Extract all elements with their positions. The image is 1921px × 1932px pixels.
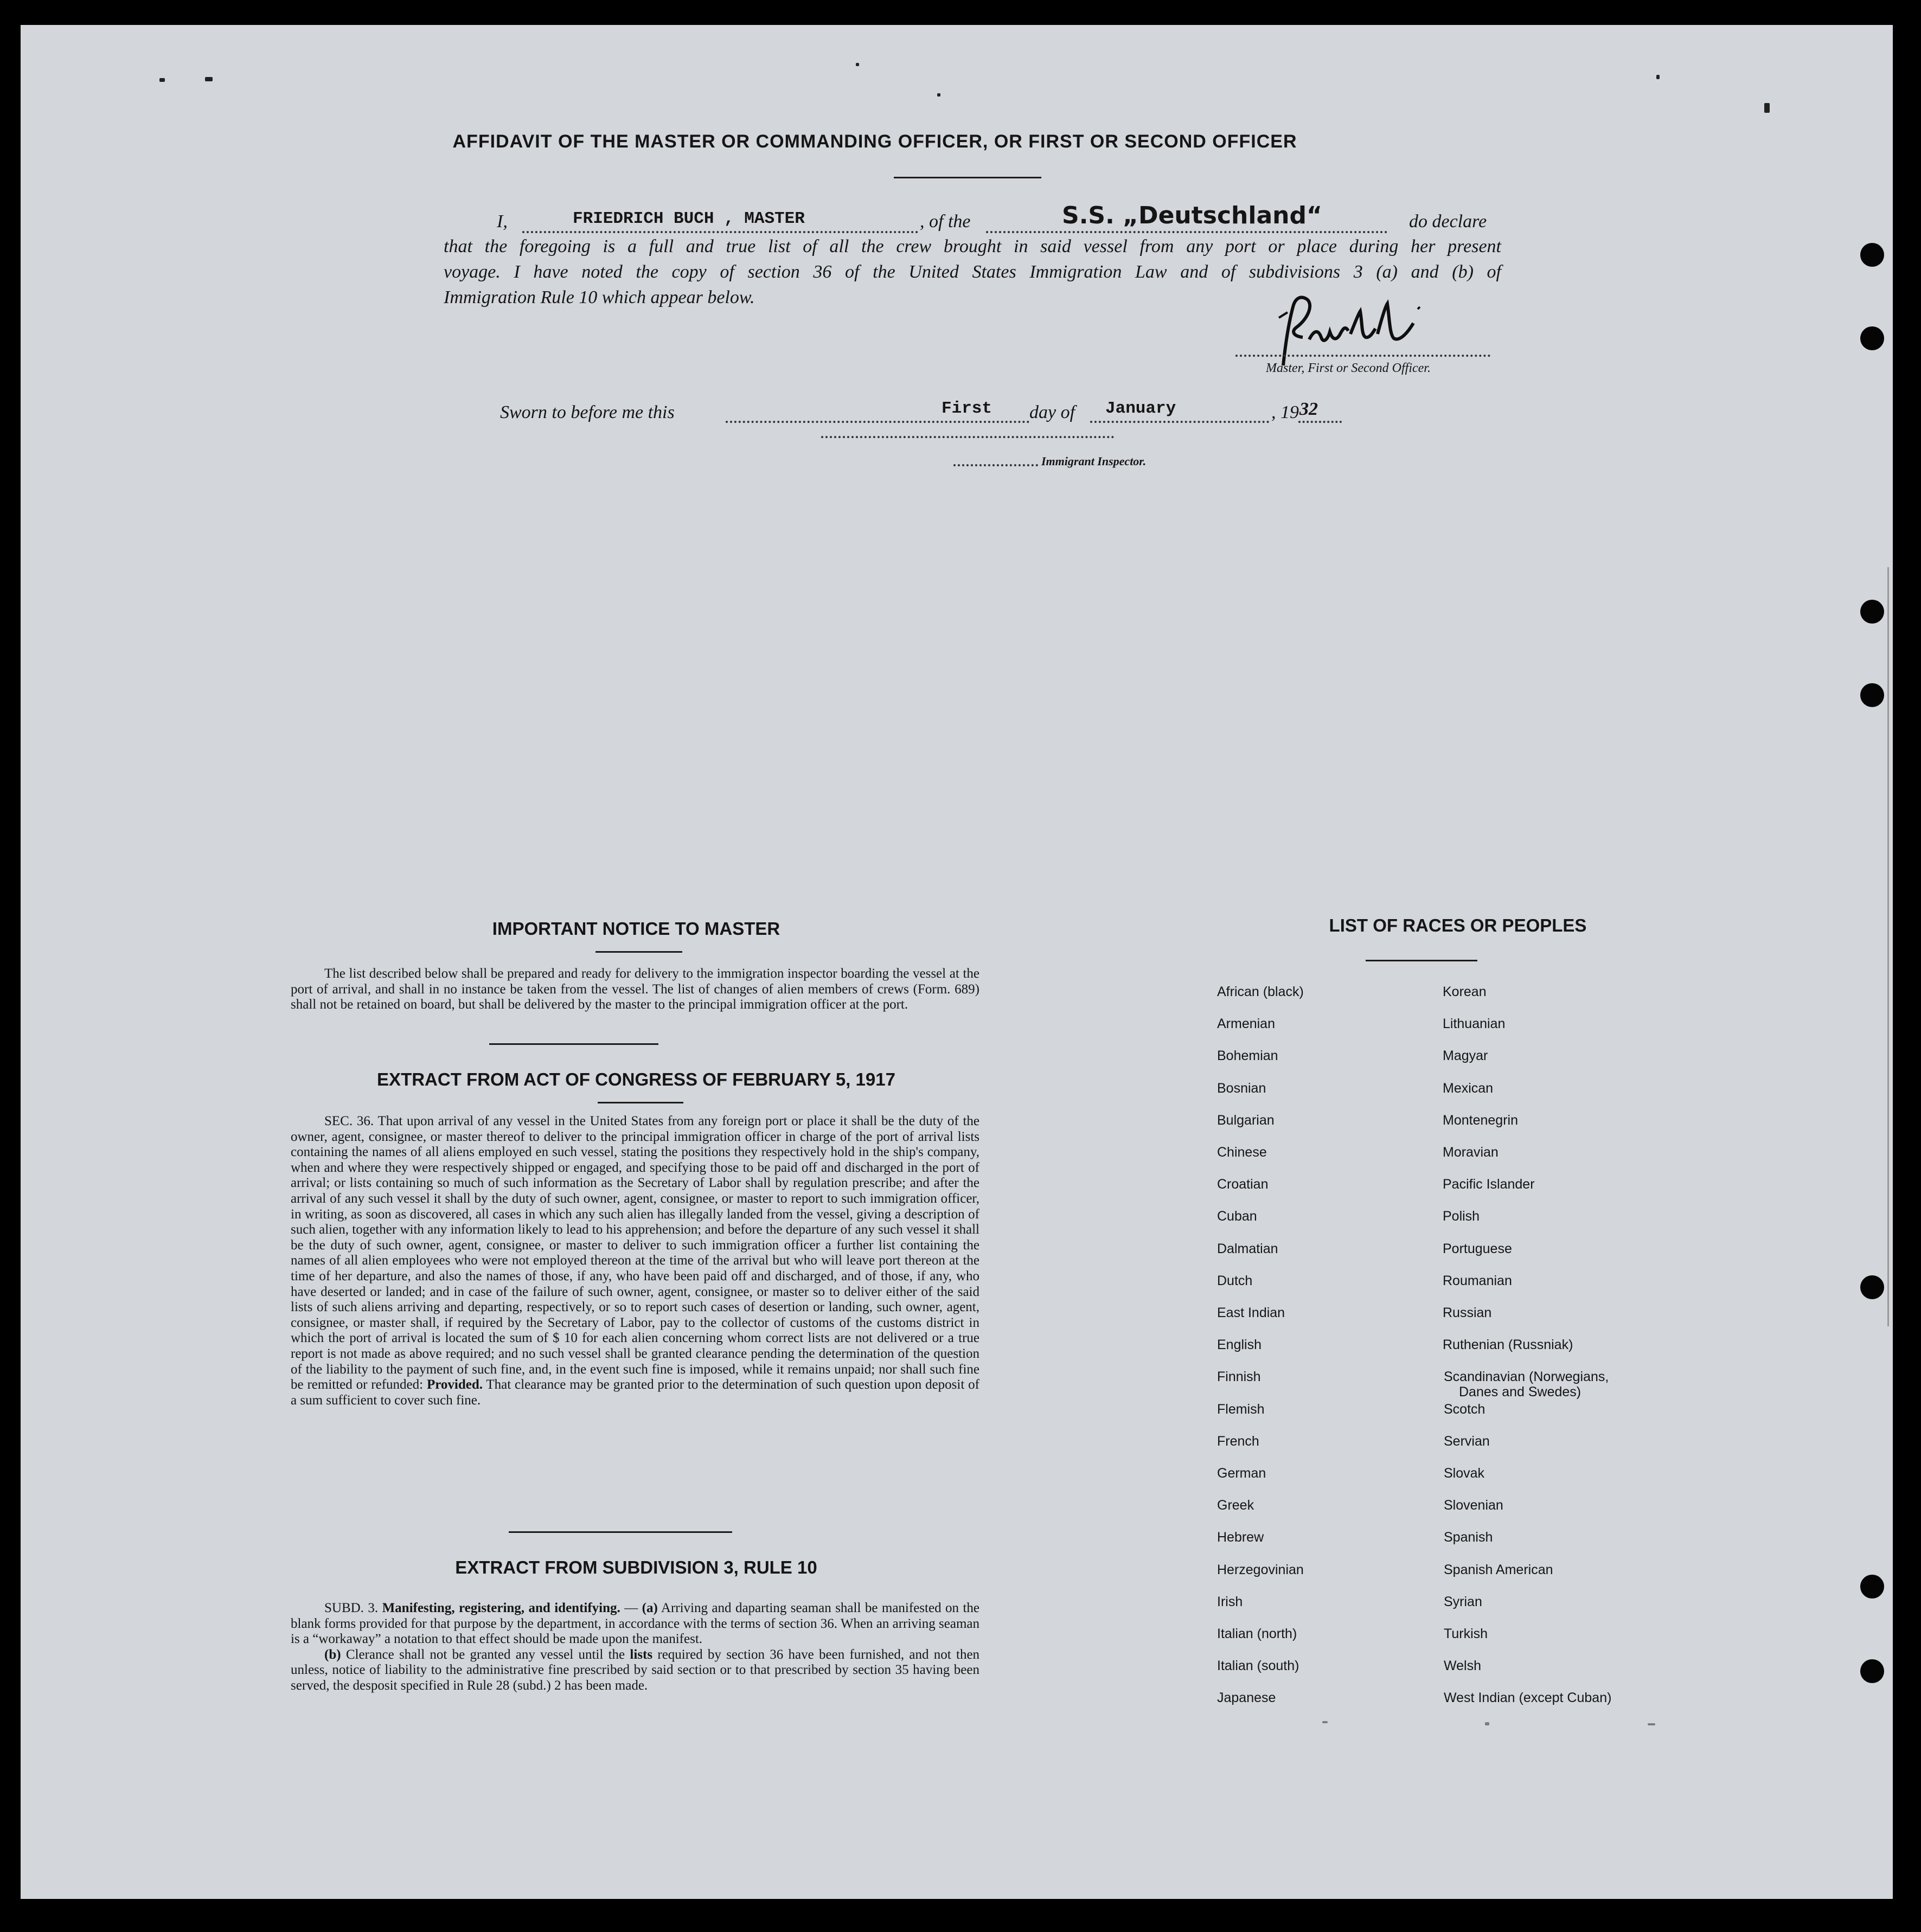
rule-heading: Manifesting, registering, and identifying. [382, 1601, 620, 1615]
binder-hole [1860, 243, 1884, 267]
rule-body [291, 1601, 979, 1694]
binder-hole [1860, 1275, 1884, 1299]
race-item: Pacific Islander [1443, 1177, 1535, 1192]
race-item: Bohemian [1217, 1048, 1278, 1064]
document-page [21, 25, 1893, 1899]
race-item: East Indian [1217, 1305, 1285, 1320]
master-name-line [522, 231, 918, 233]
act-section-divider [509, 1531, 732, 1533]
race-item: Scotch [1444, 1401, 1485, 1417]
rule-b-text-2: required by section 36 have been furnished, and not then unless, notice of liability to the administrative fine prescribed by said section or to that prescribed by section 35 having been served, the desposit specified in Rule 28 (subd.) 2 has been made. [291, 1647, 980, 1693]
race-item: Welsh [1444, 1658, 1482, 1674]
race-item: Portuguese [1443, 1241, 1512, 1256]
vessel-line [986, 231, 1387, 233]
affidavit-line-3: voyage. I have noted the copy of section 36 of the United States Immigration Law and of subdivisions 3 (a) and (b) of [444, 262, 1501, 282]
race-item: Moravian [1443, 1145, 1499, 1160]
race-item: German [1217, 1466, 1266, 1481]
sworn-month: January [1105, 399, 1176, 418]
race-item: Magyar [1443, 1048, 1488, 1064]
act-title: EXTRACT FROM ACT OF CONGRESS OF FEBRUARY 5, 1917 [377, 1069, 895, 1089]
act-body-text: SEC. 36. That upon arrival of any vessel in the United States from any foreign port or place it shall be the duty of the owner, agent, consignee, or master thereof to deliver to the principal immigration officer in charge of the port of arrival lists containing the names of all aliens employed en such vessel, stating the positions they respectively hold in the ship's company, when and where they were respectively shipped or engaged, and specifying those to be paid off and discharged in the port of arrival; or lists containing so much of such information as the Secretary of Labor shall by regulation prescribe; and after the arrival of any such vessel it shall by the duty of such owner, agent, consignee, or master to report to such immigration officer, in writing, as soon as discovered, all cases in which any such alien has illegally landed from the vessel, giving a description of such alien, together with any information likely to lead to his apprehension; and before the departure of any such vessel it shall be the duty of such owner, agent, consignee, or master to deliver to such immigration officer a further list containing the names of all alien employees who were not employed thereon at the time of the arrival but who will leave port thereon at the time of her departure, and also the names of those, if any, who have been paid off and discharged, and of those, if any, who have deserted or landed; and in case of the failure of such owner, agent, consignee, or master so to deliver either of the said lists of such aliens arriving and departing, respectively, or so to report such cases of desertion or landing, such owner, agent, consignee, or master shall, if required by the Secretary of Labor, pay to the collector of customs of the customs district in which the port of arrival is located the sum of $ 10 for each alien concerning whom correct lists are not delivered or a true report is not made as above required; and no such vessel shall be granted clearance pending the determination of the question of the liability to the payment of such fine, and, in the event such fine is imposed, while it remains unpaid; nor shall such fine be remitted or refunded: [291, 1114, 979, 1392]
race-item: Syrian [1444, 1594, 1482, 1609]
act-body [291, 1114, 979, 1408]
races-title-rule [1366, 960, 1477, 961]
race-item: Japanese [1217, 1690, 1276, 1706]
race-item: Mexican [1443, 1080, 1494, 1096]
race-item: Bosnian [1217, 1080, 1266, 1096]
scan-speck [1764, 103, 1770, 113]
race-item: Montenegrin [1443, 1112, 1518, 1128]
act-title-rule [598, 1102, 683, 1103]
sworn-day-of: day of [1029, 402, 1075, 422]
binder-hole [1860, 683, 1884, 707]
races-title: LIST OF RACES OR PEOPLES [1329, 915, 1587, 935]
page-fold-line [1887, 567, 1889, 1326]
race-item: Korean [1443, 984, 1487, 999]
race-item: West Indian (except Cuban) [1444, 1690, 1612, 1706]
race-item: Armenian [1217, 1016, 1275, 1032]
race-item: Dutch [1217, 1273, 1253, 1288]
affidavit-pronoun: I, [497, 211, 508, 232]
race-item: Servian [1444, 1433, 1490, 1449]
rule-b-text-1: Clerance shall not be granted any vessel until the [345, 1647, 625, 1662]
sworn-day: First [942, 399, 992, 418]
rule-a-text: Arriving and daparting seaman shall be manifested on the blank forms provided for that purpose by the department, in accordance with the terms of section 36. When an arriving seaman is a “workaway” a notation to that effect should be made upon the manifest. [291, 1601, 979, 1647]
race-item: Spanish American [1444, 1562, 1553, 1577]
signature-caption: Master, First or Second Officer. [1266, 361, 1431, 375]
race-item: Slovak [1444, 1466, 1485, 1481]
race-item: Finnish [1217, 1369, 1261, 1385]
notice-body-text: The list described below shall be prepared and ready for delivery to the immigration inspector boarding the vessel at the port of arrival, and shall in no instance be taken from the vessel. The list of changes of alien members of crews (Form. 689) shall not be retained on board, but shall be delivered by the master to the principal immigration officer at the port. [291, 966, 979, 1012]
race-item: Spanish [1444, 1530, 1493, 1545]
race-item: Lithuanian [1443, 1016, 1506, 1032]
race-item: Danes and Swedes) [1459, 1384, 1581, 1400]
notice-title-rule [595, 951, 682, 953]
binder-hole [1860, 326, 1884, 350]
rule-dash: — [624, 1601, 638, 1615]
inspector-caption: Immigrant Inspector. [1041, 454, 1147, 468]
notice-section-divider [489, 1043, 658, 1045]
affidavit-of-the: , of the [920, 211, 971, 232]
binder-hole [1860, 1659, 1884, 1683]
scan-speck [1322, 1721, 1328, 1723]
scan-speck [1648, 1723, 1655, 1725]
act-provided: Provided. [426, 1377, 483, 1392]
race-item: Slovenian [1444, 1498, 1503, 1513]
binder-hole [1860, 1575, 1884, 1599]
scan-speck [1485, 1722, 1489, 1725]
inspector-signature-line [821, 436, 1114, 438]
rule-b-label: (b) [324, 1647, 341, 1662]
race-item: Italian (south) [1217, 1658, 1299, 1674]
race-item: Cuban [1217, 1209, 1257, 1224]
scan-speck [856, 63, 859, 66]
sworn-day-line [726, 421, 1029, 423]
vessel-name: S.S. „Deutschland“ [1062, 202, 1322, 229]
race-item: Russian [1443, 1305, 1492, 1320]
binder-hole [1860, 600, 1884, 624]
race-item: African (black) [1217, 984, 1304, 999]
scan-speck [937, 93, 940, 97]
master-name: FRIEDRICH BUCH , MASTER [573, 209, 805, 228]
notice-title: IMPORTANT NOTICE TO MASTER [492, 919, 780, 939]
signature-line [1235, 355, 1490, 357]
rule-a-label: (a) [642, 1601, 658, 1615]
race-item: Scandinavian (Norwegians, [1444, 1369, 1609, 1385]
act-body-tail: That clearance may be granted prior to the determination of such question upon deposit of a sum sufficient to cover such fine. [291, 1377, 979, 1408]
race-item: Ruthenian (Russniak) [1443, 1337, 1573, 1353]
rule-b-lists: lists [630, 1647, 653, 1662]
race-item: Herzegovinian [1217, 1562, 1304, 1577]
affidavit-declare: do declare [1409, 211, 1487, 232]
affidavit-line-4: Immigration Rule 10 which appear below. [444, 287, 755, 307]
race-item: Bulgarian [1217, 1112, 1275, 1128]
race-item: Irish [1217, 1594, 1243, 1609]
race-item: Flemish [1217, 1401, 1265, 1417]
race-item: Polish [1443, 1209, 1480, 1224]
sworn-year-suffix: 32 [1299, 399, 1318, 419]
race-item: Roumanian [1443, 1273, 1512, 1288]
scan-speck [159, 78, 165, 82]
affidavit-title: AFFIDAVIT OF THE MASTER OR COMMANDING OFFICER, OR FIRST OR SECOND OFFICER [452, 131, 1297, 152]
sworn-prefix: Sworn to before me this [500, 402, 675, 422]
race-item: Italian (north) [1217, 1626, 1297, 1641]
race-item: Hebrew [1217, 1530, 1264, 1545]
affidavit-title-rule [894, 177, 1041, 178]
race-item: French [1217, 1433, 1259, 1449]
notice-body [291, 966, 979, 1013]
scan-speck [205, 77, 213, 81]
sworn-year-prefix: , 19 [1271, 402, 1299, 422]
race-item: Chinese [1217, 1145, 1267, 1160]
rule-subd: SUBD. 3. [324, 1601, 379, 1615]
inspector-short-line [953, 464, 1038, 466]
sworn-year-line [1298, 421, 1342, 423]
sworn-month-line [1090, 421, 1269, 423]
race-item: Greek [1217, 1498, 1254, 1513]
rule-title: EXTRACT FROM SUBDIVISION 3, RULE 10 [455, 1557, 817, 1577]
affidavit-line-2: that the foregoing is a full and true list of all the crew brought in said vessel from any port or place during her present [444, 236, 1501, 256]
race-item: Turkish [1444, 1626, 1488, 1641]
scan-speck [1656, 75, 1660, 79]
race-item: English [1217, 1337, 1262, 1353]
race-item: Croatian [1217, 1177, 1269, 1192]
race-item: Dalmatian [1217, 1241, 1278, 1256]
